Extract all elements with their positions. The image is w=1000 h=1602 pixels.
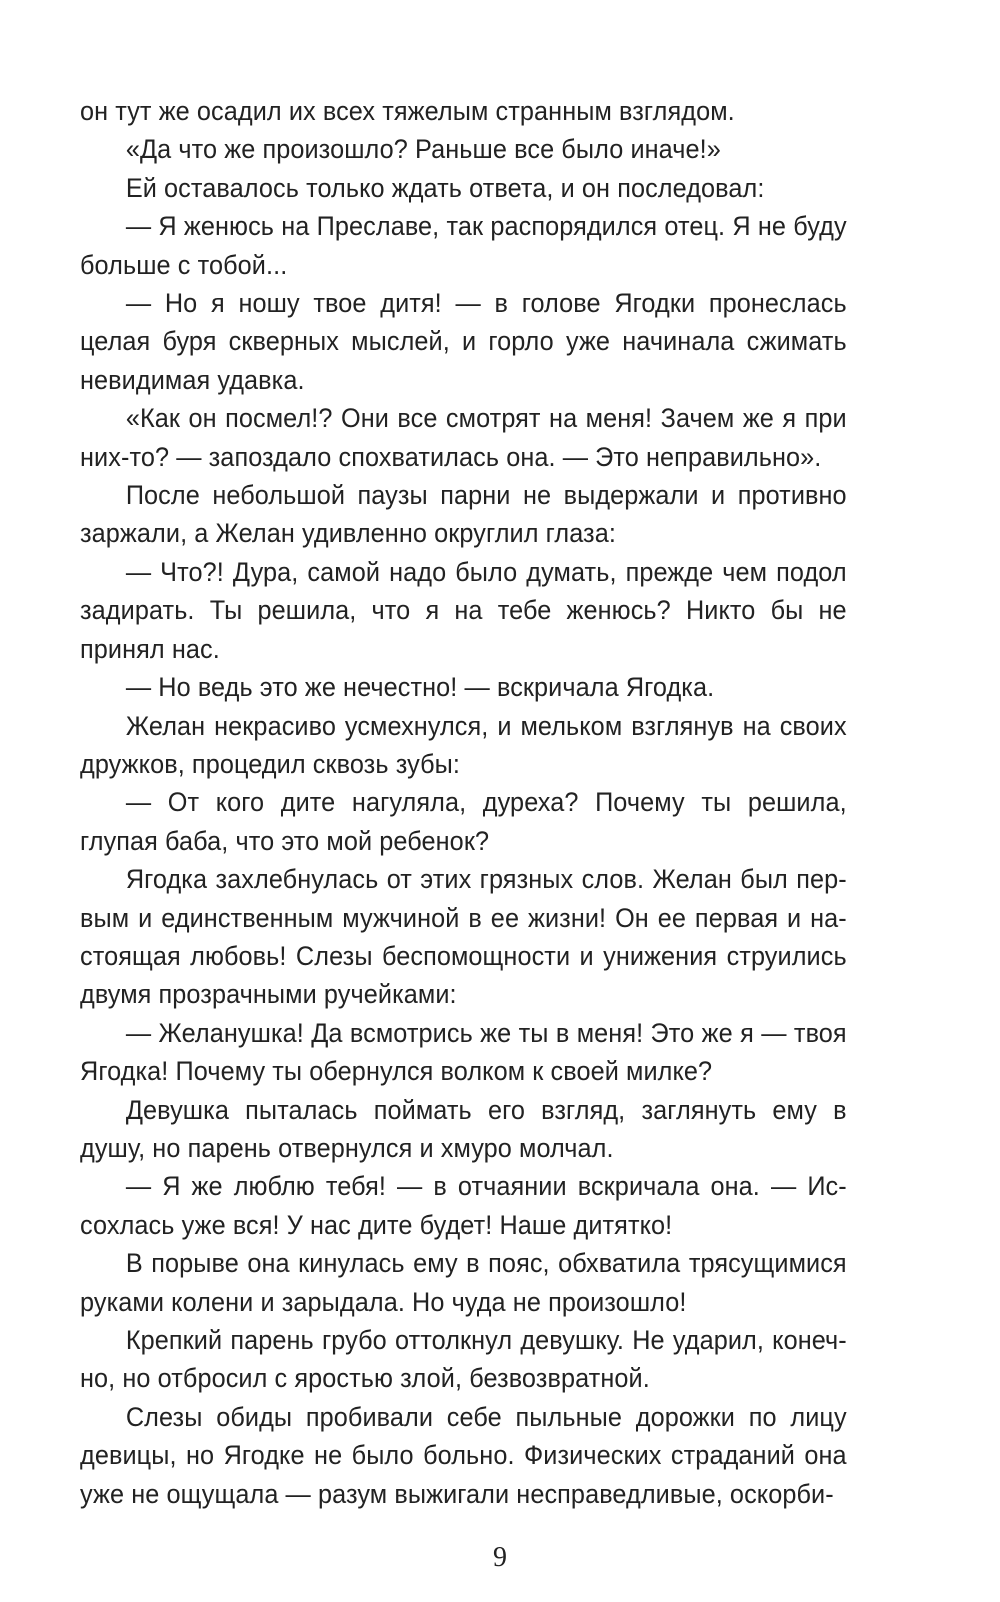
page-number: 9: [493, 1542, 507, 1573]
paragraph: Ягодка захлебнулась от этих грязных слов. Желан был первым и единственным мужчиной в ее жизни! Он ее первая и настоящая любовь! Слезы беспомощности и унижения струились двумя прозрачными ручейками:: [80, 864, 847, 1010]
paragraph: — Но я ношу твое дитя! — в голове Ягодки пронеслась целая буря скверных мыслей, и горло уже начинала сжимать невидимая удавка.: [80, 288, 847, 395]
paragraph: Слезы обиды пробивали себе пыльные дорожки по лицу девицы, но Ягодке не было больно. Физических страданий она уже не ощущала — разум выжигали несправедливые, оскорби-: [80, 1401, 847, 1509]
paragraph: — Что?! Дура, самой надо было думать, прежде чем подол задирать. Ты решила, что я на тебе женюсь? Никто бы не принял нас.: [80, 556, 847, 664]
paragraph: — Желанушка! Да всмотрись же ты в меня! Это же я — твоя Ягодка! Почему ты обернулся волком к своей милке?: [80, 1017, 847, 1087]
paragraph: — От кого дите нагуляла, дуреха? Почему ты решила, глупая баба, что это мой ребенок?: [80, 787, 847, 856]
paragraph: — Я женюсь на Преславе, так распорядился отец. Я не буду больше с тобой...: [80, 211, 847, 280]
paragraph: Желан некрасиво усмехнулся, и мельком взглянув на своих дружков, процедил сквозь зубы:: [80, 710, 847, 779]
paragraph: Крепкий парень грубо оттолкнул девушку. Не ударил, конечно, но отбросил с яростью злой, безвозвратной.: [80, 1325, 847, 1394]
paragraph: Ей оставалось только ждать ответа, и он последовал:: [125, 172, 765, 203]
paragraph: В порыве она кинулась ему в пояс, обхватила трясущимися руками колени и зарыдала. Но чуда не произошло!: [80, 1248, 847, 1317]
paragraph: «Как он посмел!? Они все смотрят на меня! Зачем же я при них-то? — запоздало спохватилась она. — Это неправильно».: [80, 403, 847, 472]
page-body-text: [80, 92, 847, 1513]
paragraph: — Но ведь это же нечестно! — вскричала Ягодка.: [125, 672, 715, 703]
paragraph: «Да что же произошло? Раньше все было иначе!»: [125, 134, 721, 165]
paragraph: — Я же люблю тебя! — в отчаянии вскричала она. — Иссохлась уже вся! У нас дите будет! Наше дитятко!: [80, 1171, 847, 1240]
paragraph: он тут же осадил их всех тяжелым странным взглядом.: [80, 96, 735, 126]
paragraph: Девушка пыталась поймать его взгляд, заглянуть ему в душу, но парень отвернулся и хмуро молчал.: [80, 1094, 847, 1163]
paragraph: После небольшой паузы парни не выдержали и противно заржали, а Желан удивленно округлил глаза:: [80, 480, 847, 549]
